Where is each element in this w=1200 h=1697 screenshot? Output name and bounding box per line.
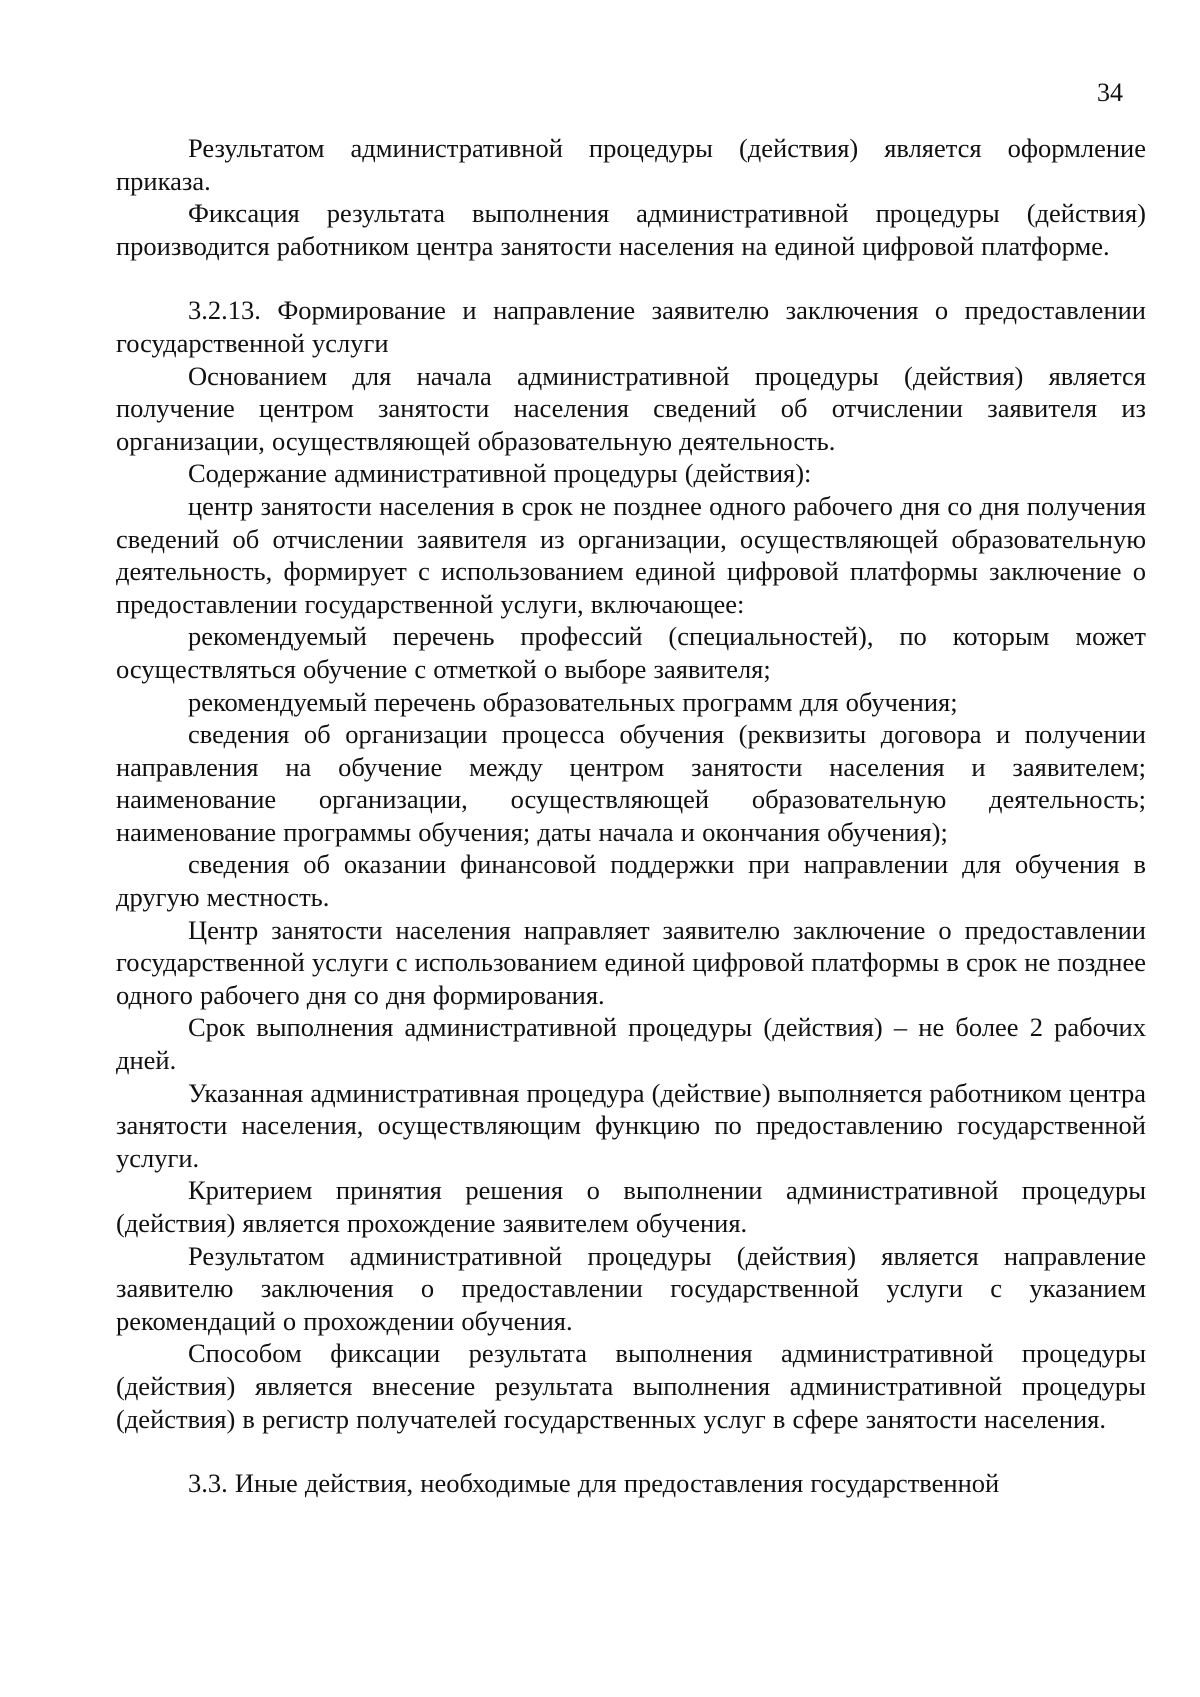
list-item-organization: сведения об организации процесса обучения (реквизиты договора и получении направления на обучение между центром занятости населения и заявителем; наименование организации, осуществляющей образовательную деятельность; наименование программы обучения; даты начала и окончания обучения); — [116, 719, 1146, 847]
paragraph-result-order: Результатом административной процедуры (действия) является оформление приказа. — [116, 133, 1146, 196]
list-item-professions: рекомендуемый перечень профессий (специальностей), по которым может осуществляться обучение с отметкой о выборе заявителя; — [116, 621, 1146, 684]
paragraph-executor: Указанная административная процедура (действие) выполняется работником центра занятости населения, осуществляющим функцию по предоставлению государственной услуги. — [116, 1077, 1146, 1173]
paragraph-center-forms: центр занятости населения в срок не позднее одного рабочего дня со дня получения сведений об отчислении заявителя из организации, осуществляющей образовательную деятельность, формирует с использованием единой цифровой платформы заключение о предоставлении государственной услуги, включающее: — [116, 490, 1146, 619]
section-heading-3-2-13: 3.2.13. Формирование и направление заявителю заключения о предоставлении государственной услуги — [116, 295, 1146, 358]
paragraph-result-conclusion: Результатом административной процедуры (действия) является направление заявителю заключения о предоставлении государственной услуги с указанием рекомендаций о прохождении обучения. — [116, 1240, 1146, 1336]
paragraph-fixation-platform: Фиксация результата выполнения административной процедуры (действия) производится работником центра занятости населения на единой цифровой платформе. — [116, 198, 1146, 261]
page-number: 34 — [1097, 78, 1123, 107]
list-item-financial-support: сведения об оказании финансовой поддержки при направлении для обучения в другую местность. — [116, 849, 1146, 913]
paragraph-criterion: Критерием принятия решения о выполнении административной процедуры (действия) является прохождение заявителем обучения. — [116, 1175, 1146, 1238]
paragraph-basis: Основанием для начала административной процедуры (действия) является получение центром занятости населения сведений об отчислении заявителя из организации, осуществляющей образовательную деятельность. — [116, 360, 1146, 456]
section-heading-3-3: 3.3. Иные действия, необходимые для предоставления государственной — [188, 1468, 1000, 1499]
list-item-programs: рекомендуемый перечень образовательных программ для обучения; — [188, 686, 958, 717]
paragraph-center-sends: Центр занятости населения направляет заявителю заключение о предоставлении государственной услуги с использованием единой цифровой платформы в срок не позднее одного рабочего дня со дня формирования. — [116, 914, 1146, 1010]
paragraph-fixation-register: Способом фиксации результата выполнения административной процедуры (действия) является внесение результата выполнения административной процедуры (действия) в регистр получателей государственных услуг в сфере занятости населения. — [116, 1338, 1146, 1434]
paragraph-term: Срок выполнения административной процедуры (действия) – не более 2 рабочих дней. — [116, 1012, 1146, 1076]
paragraph-content-intro: Содержание административной процедуры (действия): — [188, 458, 812, 489]
document-body — [116, 132, 1146, 1500]
